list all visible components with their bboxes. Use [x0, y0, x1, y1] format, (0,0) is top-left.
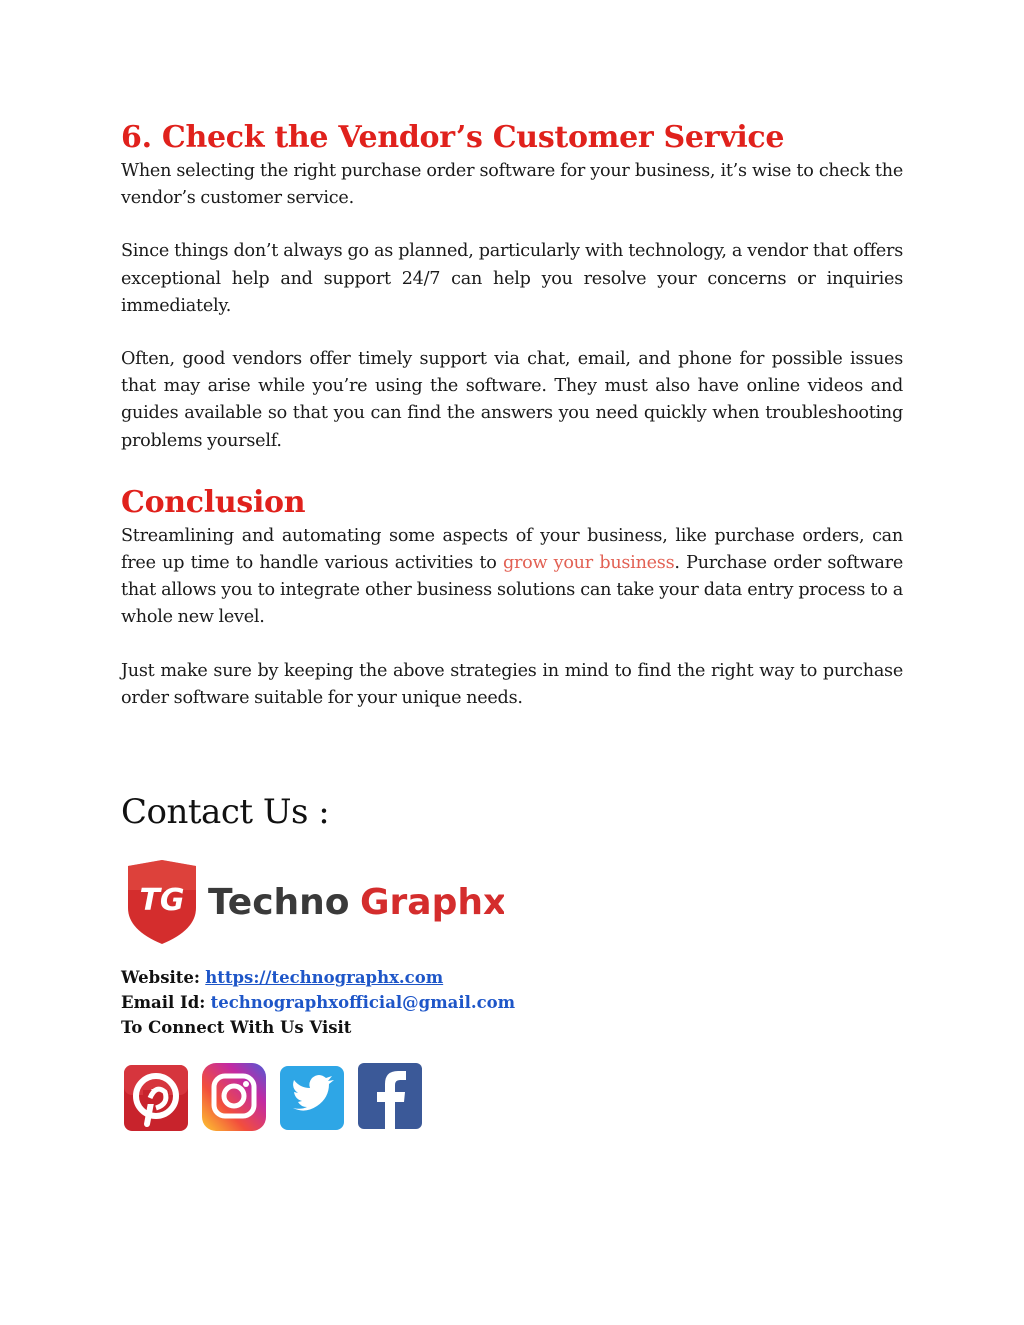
- paragraph: Streamlining and automating some aspects of your business, like purchase orders, can free up time to handle various activities to grow your business. Purchase order software that allows you to integrate other business solutions can take your data entry process to a whole new level.: [121, 525, 903, 628]
- paragraph: Just make sure by keeping the above strategies in mind to find the right way to purchase order software suitable for your unique needs.: [121, 660, 903, 708]
- social-links: [123, 1062, 423, 1132]
- website-link[interactable]: https://technographx.com: [205, 968, 444, 987]
- logo-text-techno: Techno: [208, 882, 350, 923]
- technographx-logo: [124, 860, 504, 944]
- paragraph: Since things don’t always go as planned, particularly with technology, a vendor that offers exceptional help and support 24/7 can help you resolve your concerns or inquiries immediately.: [121, 241, 903, 316]
- paragraph: Often, good vendors offer timely support via chat, email, and phone for possible issues that may arise while you’re using the software. They must also have online videos and guides available so that you can find the answers you need quickly when troubleshooting problems yourself.: [121, 349, 903, 451]
- contact-info: [121, 965, 515, 1040]
- article-body: [121, 118, 903, 712]
- grow-business-link[interactable]: grow your business: [502, 553, 675, 574]
- email-row: Email Id: technographxofficial@gmail.com: [121, 993, 516, 1012]
- pinterest-icon[interactable]: [123, 1062, 189, 1132]
- contact-title: Contact Us :: [121, 792, 330, 832]
- website-row: Website: https://technographx.com: [121, 968, 444, 987]
- logo-mark: TG: [139, 883, 185, 918]
- paragraph: When selecting the right purchase order software for your business, it’s wise to check the vendor’s customer service.: [121, 161, 903, 209]
- twitter-icon[interactable]: [279, 1062, 345, 1132]
- logo-text-graphx: Graphx: [360, 882, 504, 923]
- conclusion-heading: Conclusion: [121, 484, 306, 520]
- email-link[interactable]: technographxofficial@gmail.com: [210, 993, 516, 1012]
- connect-row: To Connect With Us Visit: [121, 1018, 352, 1037]
- instagram-icon[interactable]: [201, 1062, 267, 1132]
- facebook-icon[interactable]: [357, 1062, 423, 1132]
- section-heading: 6. Check the Vendor’s Customer Service: [121, 120, 785, 155]
